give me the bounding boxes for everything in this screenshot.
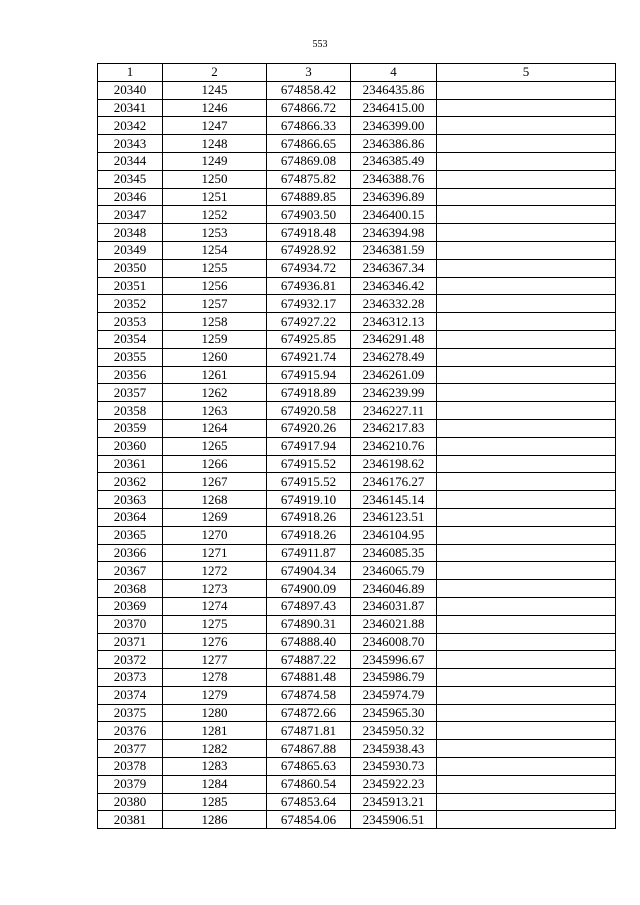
table-cell — [437, 473, 616, 491]
table-cell: 1271 — [163, 544, 267, 562]
table-cell: 2346400.15 — [351, 206, 437, 224]
table-row — [98, 259, 616, 277]
table-cell: 674869.08 — [267, 152, 351, 170]
table-cell: 20342 — [98, 117, 163, 135]
table-cell: 20359 — [98, 419, 163, 437]
table-cell: 674911.87 — [267, 544, 351, 562]
table-cell: 674865.63 — [267, 758, 351, 776]
table-row — [98, 117, 616, 135]
table-cell: 1283 — [163, 758, 267, 776]
table-cell: 2346210.76 — [351, 437, 437, 455]
table-cell — [437, 758, 616, 776]
table-cell: 2346415.00 — [351, 99, 437, 117]
table-cell: 1268 — [163, 491, 267, 509]
table-cell: 20370 — [98, 615, 163, 633]
table-row — [98, 508, 616, 526]
table-cell — [437, 117, 616, 135]
table-row — [98, 580, 616, 598]
table-cell: 1282 — [163, 740, 267, 758]
table-cell — [437, 277, 616, 295]
table-cell: 2346346.42 — [351, 277, 437, 295]
table-cell: 674918.26 — [267, 508, 351, 526]
table-cell: 1248 — [163, 135, 267, 153]
table-cell: 1269 — [163, 508, 267, 526]
table-cell: 674920.58 — [267, 402, 351, 420]
table-row — [98, 615, 616, 633]
table-cell: 2346031.87 — [351, 597, 437, 615]
table-cell: 2346217.83 — [351, 419, 437, 437]
table-cell — [437, 508, 616, 526]
table-cell: 2346399.00 — [351, 117, 437, 135]
table-cell — [437, 615, 616, 633]
table-cell: 20356 — [98, 366, 163, 384]
table-cell: 2346278.49 — [351, 348, 437, 366]
table-cell: 674919.10 — [267, 491, 351, 509]
table-cell — [437, 633, 616, 651]
table-cell: 20361 — [98, 455, 163, 473]
table-cell: 674915.52 — [267, 455, 351, 473]
table-cell — [437, 81, 616, 99]
table-cell: 1276 — [163, 633, 267, 651]
table-row — [98, 455, 616, 473]
table-cell: 1257 — [163, 295, 267, 313]
table-cell: 1255 — [163, 259, 267, 277]
table-cell — [437, 793, 616, 811]
table-cell: 1259 — [163, 330, 267, 348]
table-cell: 674904.34 — [267, 562, 351, 580]
table-row — [98, 295, 616, 313]
table-cell: 20353 — [98, 313, 163, 331]
table-cell: 2346046.89 — [351, 580, 437, 598]
table-cell: 2346367.34 — [351, 259, 437, 277]
table-cell: 674889.85 — [267, 188, 351, 206]
table-cell: 1265 — [163, 437, 267, 455]
column-header: 3 — [267, 64, 351, 82]
table-cell: 20371 — [98, 633, 163, 651]
table-cell — [437, 402, 616, 420]
table-cell — [437, 419, 616, 437]
table-cell: 1249 — [163, 152, 267, 170]
table-cell: 674920.26 — [267, 419, 351, 437]
table-cell: 2346145.14 — [351, 491, 437, 509]
table-cell: 674871.81 — [267, 722, 351, 740]
table-cell: 674881.48 — [267, 669, 351, 687]
table-cell — [437, 348, 616, 366]
table-cell: 1277 — [163, 651, 267, 669]
table-row — [98, 526, 616, 544]
table-cell: 2345996.67 — [351, 651, 437, 669]
table-row — [98, 544, 616, 562]
table-cell: 1267 — [163, 473, 267, 491]
table-cell: 674872.66 — [267, 704, 351, 722]
table-cell: 20376 — [98, 722, 163, 740]
table-cell — [437, 241, 616, 259]
table-row — [98, 366, 616, 384]
column-header: 1 — [98, 64, 163, 82]
table-cell: 1270 — [163, 526, 267, 544]
table-cell: 1246 — [163, 99, 267, 117]
table-cell: 20381 — [98, 811, 163, 829]
table-cell: 674903.50 — [267, 206, 351, 224]
table-row — [98, 758, 616, 776]
table-cell: 2346381.59 — [351, 241, 437, 259]
table-cell — [437, 206, 616, 224]
table-cell: 20354 — [98, 330, 163, 348]
table-row — [98, 437, 616, 455]
table-cell: 1258 — [163, 313, 267, 331]
table-cell: 674875.82 — [267, 170, 351, 188]
table-cell: 674918.48 — [267, 224, 351, 242]
table-cell: 20379 — [98, 775, 163, 793]
table-cell — [437, 135, 616, 153]
table-cell: 674867.88 — [267, 740, 351, 758]
table-cell — [437, 152, 616, 170]
table-row — [98, 313, 616, 331]
table-cell: 1256 — [163, 277, 267, 295]
table-cell: 2345913.21 — [351, 793, 437, 811]
table-cell: 2346396.89 — [351, 188, 437, 206]
table-cell — [437, 597, 616, 615]
table-cell: 2346386.86 — [351, 135, 437, 153]
table-cell — [437, 775, 616, 793]
table-row — [98, 811, 616, 829]
coordinates-table — [97, 63, 616, 829]
table-cell: 20341 — [98, 99, 163, 117]
table-cell: 674918.26 — [267, 526, 351, 544]
table-cell: 674936.81 — [267, 277, 351, 295]
table-cell: 20349 — [98, 241, 163, 259]
table-row — [98, 704, 616, 722]
table-cell: 20357 — [98, 384, 163, 402]
table-cell: 20360 — [98, 437, 163, 455]
table-cell: 2345950.32 — [351, 722, 437, 740]
table-cell: 2346123.51 — [351, 508, 437, 526]
table-cell: 20343 — [98, 135, 163, 153]
table-row — [98, 188, 616, 206]
table-cell: 674921.74 — [267, 348, 351, 366]
table-cell: 20340 — [98, 81, 163, 99]
table-cell: 20352 — [98, 295, 163, 313]
table-cell: 2346021.88 — [351, 615, 437, 633]
table-cell: 1251 — [163, 188, 267, 206]
table-cell: 2346388.76 — [351, 170, 437, 188]
table-cell: 20375 — [98, 704, 163, 722]
table-row — [98, 277, 616, 295]
table-cell: 20355 — [98, 348, 163, 366]
table-cell: 2345974.79 — [351, 686, 437, 704]
table-cell: 1272 — [163, 562, 267, 580]
table-row — [98, 384, 616, 402]
table-cell — [437, 295, 616, 313]
table-cell: 20365 — [98, 526, 163, 544]
column-header: 5 — [437, 64, 616, 82]
table-cell: 2346065.79 — [351, 562, 437, 580]
table-cell: 20374 — [98, 686, 163, 704]
table-cell: 1254 — [163, 241, 267, 259]
table-cell: 1247 — [163, 117, 267, 135]
table-cell — [437, 313, 616, 331]
table-cell: 1281 — [163, 722, 267, 740]
table-row — [98, 633, 616, 651]
table-cell — [437, 740, 616, 758]
table-cell: 674918.89 — [267, 384, 351, 402]
table-row — [98, 686, 616, 704]
table-cell: 1274 — [163, 597, 267, 615]
table-cell: 2345938.43 — [351, 740, 437, 758]
table-row — [98, 669, 616, 687]
table-cell — [437, 491, 616, 509]
table-cell: 2345906.51 — [351, 811, 437, 829]
page-number: 553 — [312, 39, 328, 50]
table-cell: 20363 — [98, 491, 163, 509]
table-cell — [437, 669, 616, 687]
table-cell: 674866.72 — [267, 99, 351, 117]
table-cell: 674854.06 — [267, 811, 351, 829]
table-cell — [437, 455, 616, 473]
table-cell: 2346291.48 — [351, 330, 437, 348]
table-cell: 1261 — [163, 366, 267, 384]
table-cell — [437, 686, 616, 704]
table-cell: 20348 — [98, 224, 163, 242]
table-cell: 20347 — [98, 206, 163, 224]
table-cell: 674887.22 — [267, 651, 351, 669]
table-row — [98, 99, 616, 117]
table-cell: 2345986.79 — [351, 669, 437, 687]
table-cell — [437, 384, 616, 402]
table-cell: 20364 — [98, 508, 163, 526]
table-row — [98, 224, 616, 242]
table-cell: 1275 — [163, 615, 267, 633]
table-row — [98, 419, 616, 437]
table-cell: 674915.94 — [267, 366, 351, 384]
table-row — [98, 170, 616, 188]
table-cell — [437, 366, 616, 384]
table-cell — [437, 170, 616, 188]
table-cell: 674934.72 — [267, 259, 351, 277]
table-cell: 674917.94 — [267, 437, 351, 455]
table-cell: 1250 — [163, 170, 267, 188]
table-cell: 20368 — [98, 580, 163, 598]
table-cell: 20367 — [98, 562, 163, 580]
table-cell: 1252 — [163, 206, 267, 224]
table-cell: 20350 — [98, 259, 163, 277]
table-cell: 20373 — [98, 669, 163, 687]
table-cell — [437, 330, 616, 348]
table-row — [98, 348, 616, 366]
table-row — [98, 562, 616, 580]
table-row — [98, 775, 616, 793]
table-cell — [437, 580, 616, 598]
table-cell: 20372 — [98, 651, 163, 669]
table-cell: 2346312.13 — [351, 313, 437, 331]
table-cell: 1278 — [163, 669, 267, 687]
table-row — [98, 135, 616, 153]
table-cell: 674853.64 — [267, 793, 351, 811]
table-cell: 20344 — [98, 152, 163, 170]
table-cell — [437, 704, 616, 722]
table-cell: 674900.09 — [267, 580, 351, 598]
table-cell: 1284 — [163, 775, 267, 793]
table-cell: 674858.42 — [267, 81, 351, 99]
table-row — [98, 402, 616, 420]
table-row — [98, 597, 616, 615]
table-body — [98, 81, 616, 828]
table-cell — [437, 259, 616, 277]
table-row — [98, 491, 616, 509]
table-row — [98, 473, 616, 491]
table-cell: 20366 — [98, 544, 163, 562]
table-cell: 2345922.23 — [351, 775, 437, 793]
table-cell: 1260 — [163, 348, 267, 366]
table-row — [98, 206, 616, 224]
table-cell: 1264 — [163, 419, 267, 437]
table-cell: 2346227.11 — [351, 402, 437, 420]
table-cell: 2346104.95 — [351, 526, 437, 544]
table-cell — [437, 544, 616, 562]
table-cell: 1286 — [163, 811, 267, 829]
table-cell: 2346332.28 — [351, 295, 437, 313]
column-header: 4 — [351, 64, 437, 82]
table-cell: 20345 — [98, 170, 163, 188]
table-cell: 20358 — [98, 402, 163, 420]
table-cell: 674928.92 — [267, 241, 351, 259]
table-cell: 2346435.86 — [351, 81, 437, 99]
table-cell: 674932.17 — [267, 295, 351, 313]
table-cell: 1280 — [163, 704, 267, 722]
table-cell: 674925.85 — [267, 330, 351, 348]
table-cell: 20377 — [98, 740, 163, 758]
column-header: 2 — [163, 64, 267, 82]
table-cell: 2346239.99 — [351, 384, 437, 402]
table-cell: 1266 — [163, 455, 267, 473]
table-cell: 674866.33 — [267, 117, 351, 135]
table-row — [98, 793, 616, 811]
table-cell: 1285 — [163, 793, 267, 811]
table-cell: 2346176.27 — [351, 473, 437, 491]
table-cell: 20380 — [98, 793, 163, 811]
table-cell: 20362 — [98, 473, 163, 491]
table-cell: 1262 — [163, 384, 267, 402]
table-cell: 674860.54 — [267, 775, 351, 793]
table-row — [98, 81, 616, 99]
header-row — [98, 64, 616, 82]
table-cell: 674915.52 — [267, 473, 351, 491]
table-cell: 1263 — [163, 402, 267, 420]
table-cell: 674888.40 — [267, 633, 351, 651]
table-cell — [437, 224, 616, 242]
table-cell: 674866.65 — [267, 135, 351, 153]
table-row — [98, 241, 616, 259]
table-cell: 20346 — [98, 188, 163, 206]
table-cell: 20369 — [98, 597, 163, 615]
table-row — [98, 740, 616, 758]
table-cell — [437, 437, 616, 455]
table-cell: 2345965.30 — [351, 704, 437, 722]
table-cell — [437, 99, 616, 117]
table-cell: 674927.22 — [267, 313, 351, 331]
table-cell: 674897.43 — [267, 597, 351, 615]
table-cell: 2346085.35 — [351, 544, 437, 562]
table-cell: 674874.58 — [267, 686, 351, 704]
table-cell: 20351 — [98, 277, 163, 295]
table-cell: 1273 — [163, 580, 267, 598]
table-cell: 674890.31 — [267, 615, 351, 633]
table-cell: 20378 — [98, 758, 163, 776]
table-cell: 1279 — [163, 686, 267, 704]
table-row — [98, 152, 616, 170]
table-cell — [437, 811, 616, 829]
table-row — [98, 651, 616, 669]
table-cell — [437, 651, 616, 669]
table-cell — [437, 722, 616, 740]
table-cell — [437, 188, 616, 206]
table-cell: 2345930.73 — [351, 758, 437, 776]
table-cell: 2346198.62 — [351, 455, 437, 473]
table-cell: 2346261.09 — [351, 366, 437, 384]
table-row — [98, 722, 616, 740]
table-cell: 1245 — [163, 81, 267, 99]
table-cell: 1253 — [163, 224, 267, 242]
table-row — [98, 330, 616, 348]
table-cell — [437, 526, 616, 544]
table-cell — [437, 562, 616, 580]
table-cell: 2346394.98 — [351, 224, 437, 242]
table-cell: 2346008.70 — [351, 633, 437, 651]
table-cell: 2346385.49 — [351, 152, 437, 170]
